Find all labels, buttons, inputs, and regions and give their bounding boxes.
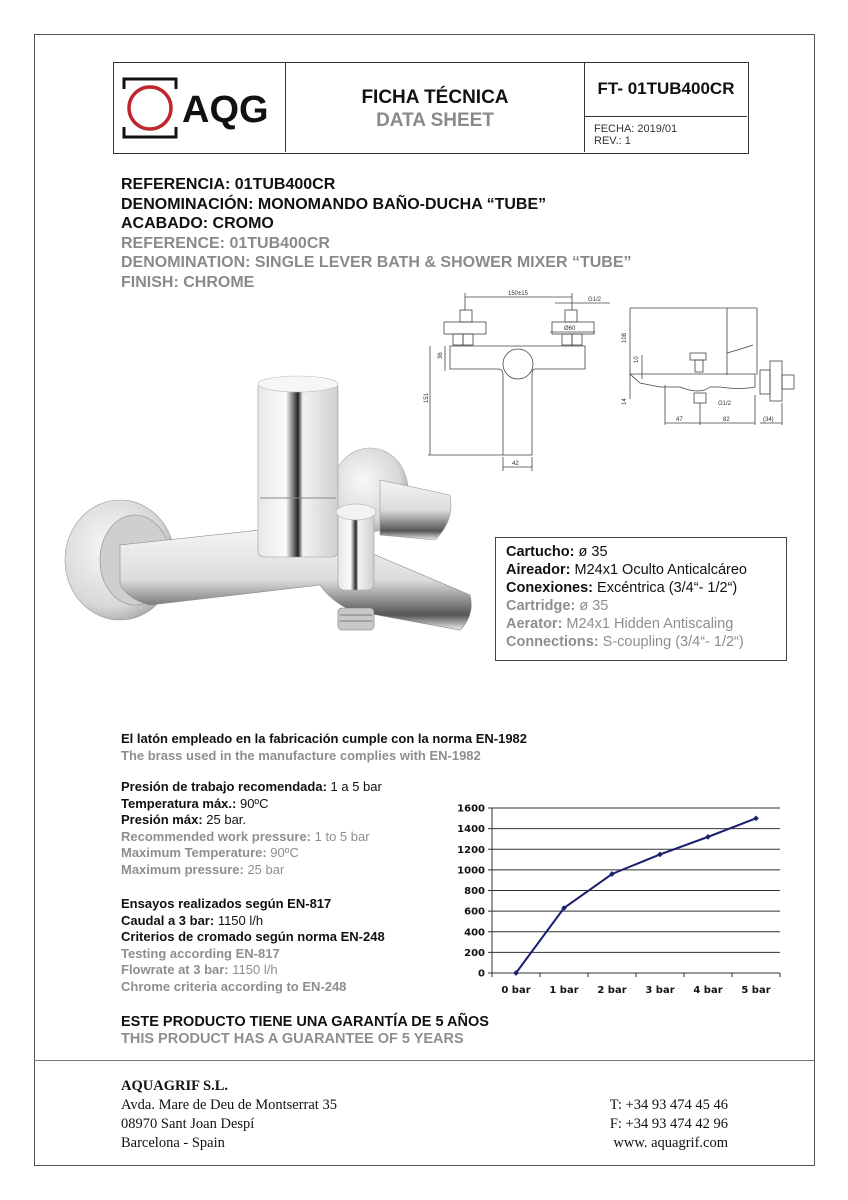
spec-row-aerator-es: Aireador: M24x1 Oculto Anticalcáreo [506, 562, 747, 578]
x-tick-label: 5 bar [741, 985, 771, 996]
data-point [705, 834, 711, 840]
dim-width: 150±15 [508, 291, 528, 297]
x-tick-label: 0 bar [501, 985, 531, 996]
x-tick-label: 1 bar [549, 985, 579, 996]
dim-10: 10 [634, 356, 640, 363]
document-revision: REV.: 1 [594, 135, 631, 147]
testing-row: Criterios de cromado según norma EN-248 [121, 929, 385, 945]
pressure-row: Presión máx: 25 bar. [121, 812, 247, 828]
dim-36: 36 [438, 352, 444, 359]
pressure-row: Recommended work pressure: 1 to 5 bar [121, 828, 370, 844]
dim-diameter: Ø60 [564, 326, 576, 332]
title-es: FICHA TÉCNICA [361, 87, 509, 108]
dim-47: 47 [676, 417, 683, 423]
x-tick-label: 3 bar [645, 985, 675, 996]
logo-cell [114, 63, 286, 152]
aqg-logo [122, 77, 282, 139]
spec-row-connections-es: Conexiones: Excéntrica (3/4“- 1/2“) [506, 580, 738, 596]
brass-statement [121, 731, 527, 764]
spec-row-cartridge-es: Cartucho: ø 35 [506, 544, 608, 560]
data-point [753, 815, 759, 821]
logo-text: AQG [182, 89, 269, 131]
pressure-row: Presión de trabajo recomendada: 1 a 5 bar [121, 779, 382, 794]
x-tick-label: 4 bar [693, 985, 723, 996]
reference-es: REFERENCIA: 01TUB400CR [121, 176, 336, 193]
title-cell [286, 63, 585, 152]
footer-contact [610, 1096, 728, 1153]
testing-row: Ensayos realizados según EN-817 [121, 896, 332, 911]
y-tick-label: 600 [464, 906, 485, 918]
date-cell [585, 117, 747, 152]
side-view-drawing [610, 295, 810, 435]
address-line-2: 08970 Sant Joan Despí [121, 1116, 255, 1132]
spec-row-aerator-en: Aerator: M24x1 Hidden Antiscaling [506, 616, 734, 632]
finish-es: ACABADO: CROMO [121, 215, 274, 233]
footer-divider [34, 1060, 815, 1061]
testing-row: Flowrate at 3 bar: 1150 l/h [121, 962, 278, 978]
y-tick-label: 400 [464, 927, 485, 939]
spec-row-connections-en: Connections: S-coupling (3/4“- 1/2“) [506, 634, 744, 650]
brass-es: El latón empleado en la fabricación cumple con la norma EN-1982 [121, 731, 528, 746]
document-date: FECHA: 2019/01 [594, 123, 678, 135]
code-cell [585, 63, 747, 117]
dim-82: 82 [723, 417, 730, 423]
dim-42: 42 [512, 461, 519, 467]
guarantee-en: THIS PRODUCT HAS A GUARANTEE OF 5 YEARS [121, 1031, 464, 1047]
y-tick-label: 1600 [457, 803, 485, 815]
dim-14: 14 [622, 398, 628, 405]
y-tick-label: 0 [478, 968, 485, 980]
website-link[interactable]: www. aquagrif.com [613, 1135, 728, 1151]
y-tick-label: 1200 [457, 844, 485, 856]
address-line-1: Avda. Mare de Deu de Montserrat 35 [121, 1097, 337, 1113]
phone: T: +34 93 474 45 46 [609, 1097, 728, 1113]
testing-block [121, 896, 385, 996]
dim-108: 108 [622, 332, 628, 343]
address-line-3: Barcelona - Spain [121, 1135, 225, 1151]
reference-en: REFERENCE: 01TUB400CR [121, 234, 330, 252]
document-code: FT- 01TUB400CR [597, 79, 735, 98]
dim-thread-side: G1/2 [718, 401, 732, 407]
pressure-row: Maximum pressure: 25 bar [121, 861, 285, 877]
dim-151: 151 [424, 392, 430, 403]
x-tick-label: 2 bar [597, 985, 627, 996]
data-point [657, 852, 663, 858]
dim-thread: G1/2 [588, 297, 602, 303]
brass-en: The brass used in the manufacture complies with EN-1982 [121, 747, 481, 763]
dim-34: (34) [763, 417, 774, 423]
header-table [113, 62, 749, 154]
series-line [516, 818, 756, 973]
y-tick-label: 1000 [457, 865, 485, 877]
denomination-en: DENOMINATION: SINGLE LEVER BATH & SHOWER MIXER “TUBE” [121, 254, 632, 272]
title-en: DATA SHEET [376, 110, 494, 131]
spec-box [495, 537, 787, 661]
testing-row: Caudal a 3 bar: 1150 l/h [121, 912, 264, 928]
pressure-row: Maximum Temperature: 90ºC [121, 845, 299, 861]
guarantee-block [121, 1014, 489, 1048]
testing-row: Testing according EN-817 [121, 945, 280, 961]
testing-row: Chrome criteria according to EN-248 [121, 978, 347, 994]
y-tick-label: 200 [464, 947, 485, 959]
flow-rate-chart [450, 795, 790, 1005]
company-name: AQUAGRIF S.L. [121, 1078, 229, 1094]
spec-row-cartridge-en: Cartridge: ø 35 [506, 598, 609, 614]
product-reference-block [121, 175, 632, 293]
pressure-row: Temperatura máx.: 90ºC [121, 795, 269, 811]
denomination-es: DENOMINACIÓN: MONOMANDO BAÑO-DUCHA “TUBE” [121, 195, 547, 213]
pressure-block [121, 779, 382, 879]
y-tick-label: 800 [464, 886, 485, 897]
y-tick-label: 1400 [457, 824, 485, 836]
guarantee-es: ESTE PRODUCTO TIENE UNA GARANTÍA DE 5 AÑOS [121, 1014, 489, 1030]
fax: F: +34 93 474 42 96 [609, 1116, 728, 1132]
finish-en: FINISH: CHROME [121, 273, 255, 291]
product-photo [60, 370, 480, 670]
footer-address [121, 1077, 337, 1153]
